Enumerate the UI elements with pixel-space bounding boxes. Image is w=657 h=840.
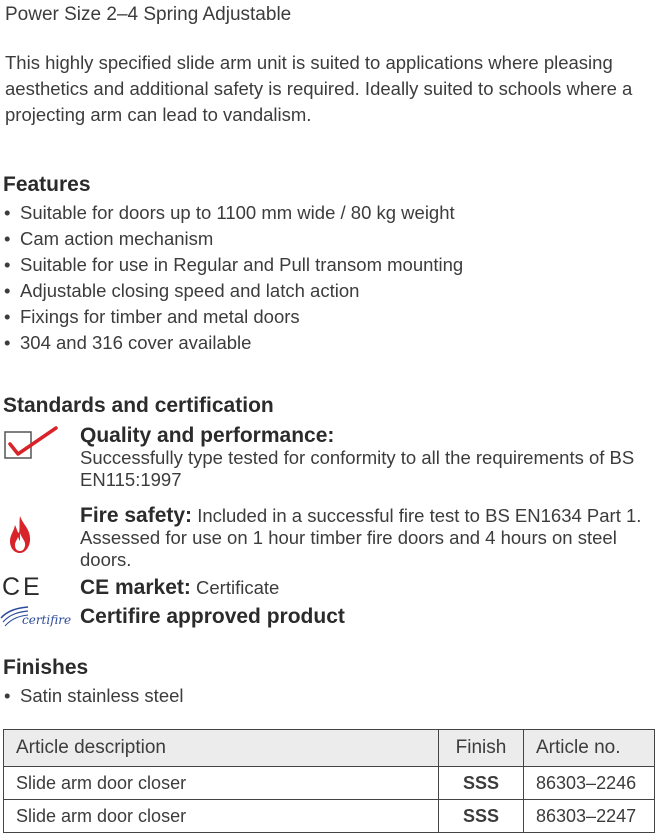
cell-article-no: 86303–2246 [524,767,655,800]
bullet-icon: • [4,280,11,301]
certifire-block [80,606,655,628]
bullet-icon: • [4,202,11,223]
table-header-row [4,730,655,767]
list-item: • Adjustable closing speed and latch action [4,278,463,304]
cell-description: Slide arm door closer [4,800,439,833]
fire-safety-title: Fire safety: [80,504,193,527]
article-table [3,729,655,833]
quality-title: Quality and performance: [80,424,335,447]
table-row [4,767,655,800]
column-header-finish: Finish [439,730,524,767]
list-item: • Cam action mechanism [4,226,463,252]
intro-paragraph: This highly specified slide arm unit is suited to applications where pleasing aesthetics and additional safety is required. Ideally suited to schools where a projecting arm can lead to vandalism. [5,52,633,125]
bullet-icon: • [4,685,11,706]
list-item: • 304 and 316 cover available [4,330,463,356]
features-list [4,200,463,356]
quality-text: Successfully type tested for conformity to all the requirements of BS EN115:1997 [80,447,635,490]
checkmark-icon [4,424,58,462]
finishes-list [4,683,184,709]
table-row [4,800,655,833]
bullet-icon: • [4,228,11,249]
list-item: • Satin stainless steel [4,683,184,709]
list-item: • Fixings for timber and metal doors [4,304,463,330]
certifire-logo-icon: certifire [0,606,72,630]
quality-block [80,425,655,491]
cell-finish: SSS [439,767,524,800]
list-item: • Suitable for doors up to 1100 mm wide / 80 kg weight [4,200,463,226]
certifire-title: Certifire approved product [80,605,345,628]
standards-heading: Standards and certification [3,394,274,417]
bullet-icon: • [4,306,11,327]
features-heading: Features [3,173,91,196]
cell-finish: SSS [439,800,524,833]
product-subtitle: Power Size 2–4 Spring Adjustable [5,4,292,25]
ce-mark-icon: CE [2,573,43,601]
ce-block [80,577,655,599]
fire-safety-block [80,505,655,571]
column-header-description: Article description [4,730,439,767]
ce-title: CE market: [80,576,191,599]
cell-article-no: 86303–2247 [524,800,655,833]
ce-text: Certificate [196,577,280,598]
column-header-article-no: Article no. [524,730,655,767]
cell-description: Slide arm door closer [4,767,439,800]
bullet-icon: • [4,254,11,275]
list-item: • Suitable for use in Regular and Pull transom mounting [4,252,463,278]
flame-icon [7,515,33,555]
fire-safety-text: Included in a successful fire test to BS EN1634 Part 1. Assessed for use on 1 hour timber fire doors and 4 hours on steel doors. [80,505,642,570]
finishes-heading: Finishes [3,656,89,679]
bullet-icon: • [4,332,11,353]
